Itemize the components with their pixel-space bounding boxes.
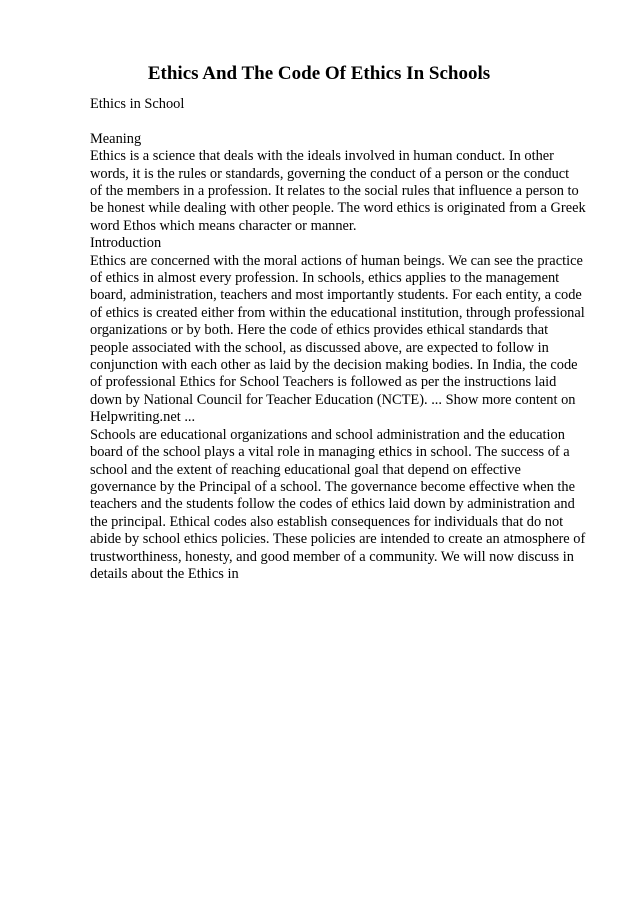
body-line: conjunction with each other as laid by the decision making bodies. In India, the code	[90, 357, 578, 374]
body-line: school and the extent of reaching educational goal that depend on effective	[90, 461, 521, 478]
document-body	[90, 96, 590, 583]
document-title: Ethics And The Code Of Ethics In Schools	[147, 63, 491, 84]
body-line: of ethics is created either from within the educational institution, through professional	[90, 304, 585, 321]
body-line: people associated with the school, as discussed above, are expected to follow in	[90, 339, 549, 356]
body-line: board, administration, teachers and most importantly students. For each entity, a code	[90, 287, 582, 304]
body-line: Schools are educational organizations and school administration and the education	[90, 426, 565, 443]
body-line: details about the Ethics in	[90, 565, 239, 582]
body-line: of the members in a profession. It relates to the social rules that influence a person to	[90, 183, 579, 200]
body-line: down by National Council for Teacher Education (NCTE). ... Show more content on	[90, 391, 576, 408]
body-line: of professional Ethics for School Teachers is followed as per the instructions laid	[90, 374, 557, 391]
body-line: Ethics are concerned with the moral actions of human beings. We can see the practice	[90, 252, 583, 269]
body-line: Ethics is a science that deals with the ideals involved in human conduct. In other	[90, 148, 554, 165]
body-line: trustworthiness, honesty, and good member of a community. We will now discuss in	[90, 548, 574, 565]
introduction-heading: Introduction	[90, 235, 162, 252]
body-line: the principal. Ethical codes also establish consequences for individuals that do not	[90, 513, 564, 530]
body-line: of ethics in almost every profession. In schools, ethics applies to the management	[90, 270, 560, 287]
body-line: teachers and the students follow the codes of ethics laid down by administration and	[90, 496, 575, 513]
meaning-heading: Meaning	[90, 130, 142, 147]
subtitle: Ethics in School	[90, 96, 185, 112]
body-line: board of the school plays a vital role in managing ethics in school. The success of a	[90, 444, 570, 461]
body-line: governance by the Principal of a school. The governance become effective when the	[90, 478, 575, 495]
body-line: organizations or by both. Here the code of ethics provides ethical standards that	[90, 322, 549, 339]
body-line: word Ethos which means character or manner.	[90, 217, 357, 234]
paragraph-gap	[90, 113, 590, 130]
body-line: Helpwriting.net ...	[90, 409, 196, 426]
body-line: abide by school ethics policies. These policies are intended to create an atmosphere of	[90, 531, 586, 548]
body-line: words, it is the rules or standards, governing the conduct of a person or the conduct	[90, 165, 570, 182]
body-line: be honest while dealing with other people. The word ethics is originated from a Greek	[90, 200, 586, 217]
